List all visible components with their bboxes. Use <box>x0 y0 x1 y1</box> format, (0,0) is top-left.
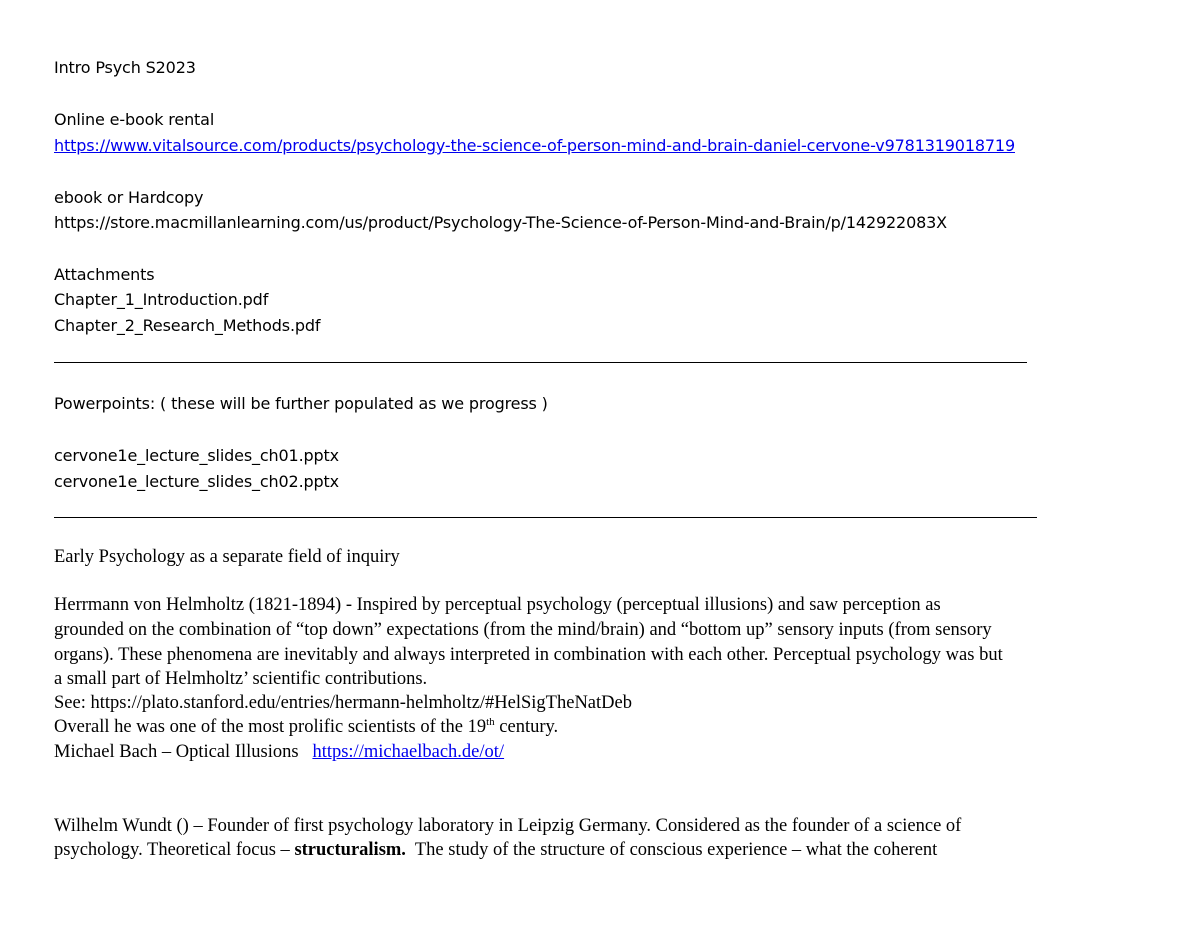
wundt-line <box>54 840 937 861</box>
michael-bach-label: Michael Bach – Optical Illusions <box>54 742 313 762</box>
rental-line <box>54 136 1015 155</box>
section-divider <box>54 362 1027 363</box>
prolific-prefix: Overall he was one of the most prolific scientists of the 19 <box>54 717 487 737</box>
wundt-line: Wilhelm Wundt () – Founder of first psychology laboratory in Leipzig Germany. Considered as the founder of a science of <box>54 816 962 836</box>
prolific-suffix: century. <box>494 717 559 737</box>
helmholtz-paragraph-line: grounded on the combination of “top down” expectations (from the mind/brain) and “bottom up” sensory inputs (from sensory <box>54 620 992 640</box>
prolific-superscript: th <box>486 716 495 728</box>
hardcopy-label: ebook or Hardcopy <box>54 188 204 207</box>
vitalsource-link[interactable]: https://www.vitalsource.com/products/psychology-the-science-of-person-mind-and-brain-daniel-cervone-v9781319018719 <box>54 136 1015 155</box>
powerpoints-heading: Powerpoints: ( these will be further populated as we progress ) <box>54 394 548 413</box>
powerpoint-file: cervone1e_lecture_slides_ch02.pptx <box>54 472 339 491</box>
attachment-file: Chapter_1_Introduction.pdf <box>54 290 269 309</box>
early-psychology-heading: Early Psychology as a separate field of inquiry <box>54 547 400 567</box>
helmholtz-paragraph-line: organs). These phenomena are inevitably and always interpreted in combination with each other. Perceptual psychology was but <box>54 645 1003 665</box>
wundt-line-prefix: psychology. Theoretical focus – <box>54 840 295 860</box>
structuralism-term: structuralism. <box>294 840 406 860</box>
michael-bach-line <box>54 742 504 763</box>
section-divider <box>54 517 1037 518</box>
macmillan-url-text: https://store.macmillanlearning.com/us/product/Psychology-The-Science-of-Person-Mind-and-Brain/p/142922083X <box>54 213 947 232</box>
wundt-line-suffix: The study of the structure of conscious experience – what the coherent <box>405 840 938 860</box>
michael-bach-link[interactable]: https://michaelbach.de/ot/ <box>312 742 505 762</box>
see-reference-line: See: https://plato.stanford.edu/entries/hermann-helmholtz/#HelSigTheNatDeb <box>54 693 632 713</box>
powerpoint-file: cervone1e_lecture_slides_ch01.pptx <box>54 446 339 465</box>
helmholtz-paragraph-line: Herrmann von Helmholtz (1821-1894) - Inspired by perceptual psychology (perceptual illusions) and saw perception as <box>54 595 941 615</box>
prolific-line <box>54 717 558 738</box>
helmholtz-paragraph-line: a small part of Helmholtz’ scientific contributions. <box>54 669 428 689</box>
page-title: Intro Psych S2023 <box>54 58 196 77</box>
rental-label: Online e-book rental <box>54 110 215 129</box>
attachment-file: Chapter_2_Research_Methods.pdf <box>54 316 321 335</box>
attachments-heading: Attachments <box>54 265 155 284</box>
